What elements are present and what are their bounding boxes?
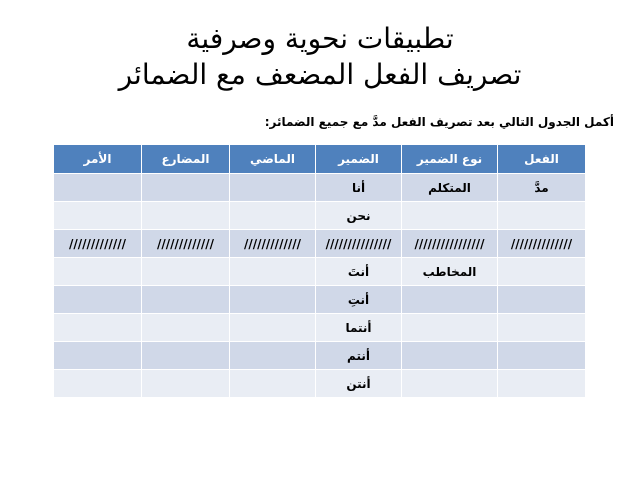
table-cell: [142, 202, 230, 230]
table-cell: [402, 370, 498, 398]
table-cell: [498, 202, 586, 230]
table-cell: [230, 342, 316, 370]
table-cell: أنتم: [316, 342, 402, 370]
table-cell: [498, 370, 586, 398]
table-cell: [230, 258, 316, 286]
table-cell: [54, 314, 142, 342]
table-cell: [142, 286, 230, 314]
table-cell: [230, 202, 316, 230]
table-cell: [54, 258, 142, 286]
table-cell: [230, 370, 316, 398]
conjugation-table: [53, 144, 586, 398]
header-pronoun-type: نوع الضمير: [402, 145, 498, 174]
table-cell: [54, 370, 142, 398]
table-cell: [498, 286, 586, 314]
table-cell: المخاطب: [402, 258, 498, 286]
table-cell: [54, 202, 142, 230]
table-cell: نحن: [316, 202, 402, 230]
table-cell: /////////////: [142, 230, 230, 258]
header-verb: الفعل: [498, 145, 586, 174]
table-cell: /////////////: [54, 230, 142, 258]
header-imperative: الأمر: [54, 145, 142, 174]
table-cell: المتكلم: [402, 174, 498, 202]
header-pronoun: الضمير: [316, 145, 402, 174]
header-past: الماضي: [230, 145, 316, 174]
table-row: [54, 342, 586, 370]
table-row: [54, 286, 586, 314]
table-cell: [54, 286, 142, 314]
table-cell: //////////////: [498, 230, 586, 258]
table-cell: [230, 286, 316, 314]
table-cell: [142, 342, 230, 370]
table-cell: [230, 174, 316, 202]
table-row: [54, 174, 586, 202]
table-cell: ///////////////: [316, 230, 402, 258]
table-cell: أنتن: [316, 370, 402, 398]
table-cell: [402, 314, 498, 342]
slide-subtitle: تصريف الفعل المضعف مع الضمائر: [118, 58, 522, 91]
table-cell: أنا: [316, 174, 402, 202]
table-cell: [230, 314, 316, 342]
table-row: [54, 370, 586, 398]
table-cell: [54, 342, 142, 370]
table-cell: [498, 258, 586, 286]
table-cell: مدَّ: [498, 174, 586, 202]
table-cell: [498, 342, 586, 370]
table-row-separator: [54, 230, 586, 258]
table-cell: [142, 174, 230, 202]
table-cell: [54, 174, 142, 202]
table-cell: أنتِ: [316, 286, 402, 314]
table-header-row: [54, 145, 586, 174]
table-cell: [142, 258, 230, 286]
table-cell: [402, 342, 498, 370]
table-row: [54, 258, 586, 286]
table-cell: [142, 370, 230, 398]
instruction-text: أكمل الجدول التالي بعد تصريف الفعل مدَّ مع جميع الضمائر:: [264, 115, 614, 129]
table-cell: [402, 286, 498, 314]
table-cell: [402, 202, 498, 230]
table-cell: [498, 314, 586, 342]
header-present: المضارع: [142, 145, 230, 174]
table-cell: أنتَ: [316, 258, 402, 286]
table-cell: ////////////////: [402, 230, 498, 258]
table-row: [54, 314, 586, 342]
table-cell: [142, 314, 230, 342]
table-cell: أنتما: [316, 314, 402, 342]
table-row: [54, 202, 586, 230]
slide-title: تطبيقات نحوية وصرفية: [186, 22, 454, 55]
table-cell: /////////////: [230, 230, 316, 258]
